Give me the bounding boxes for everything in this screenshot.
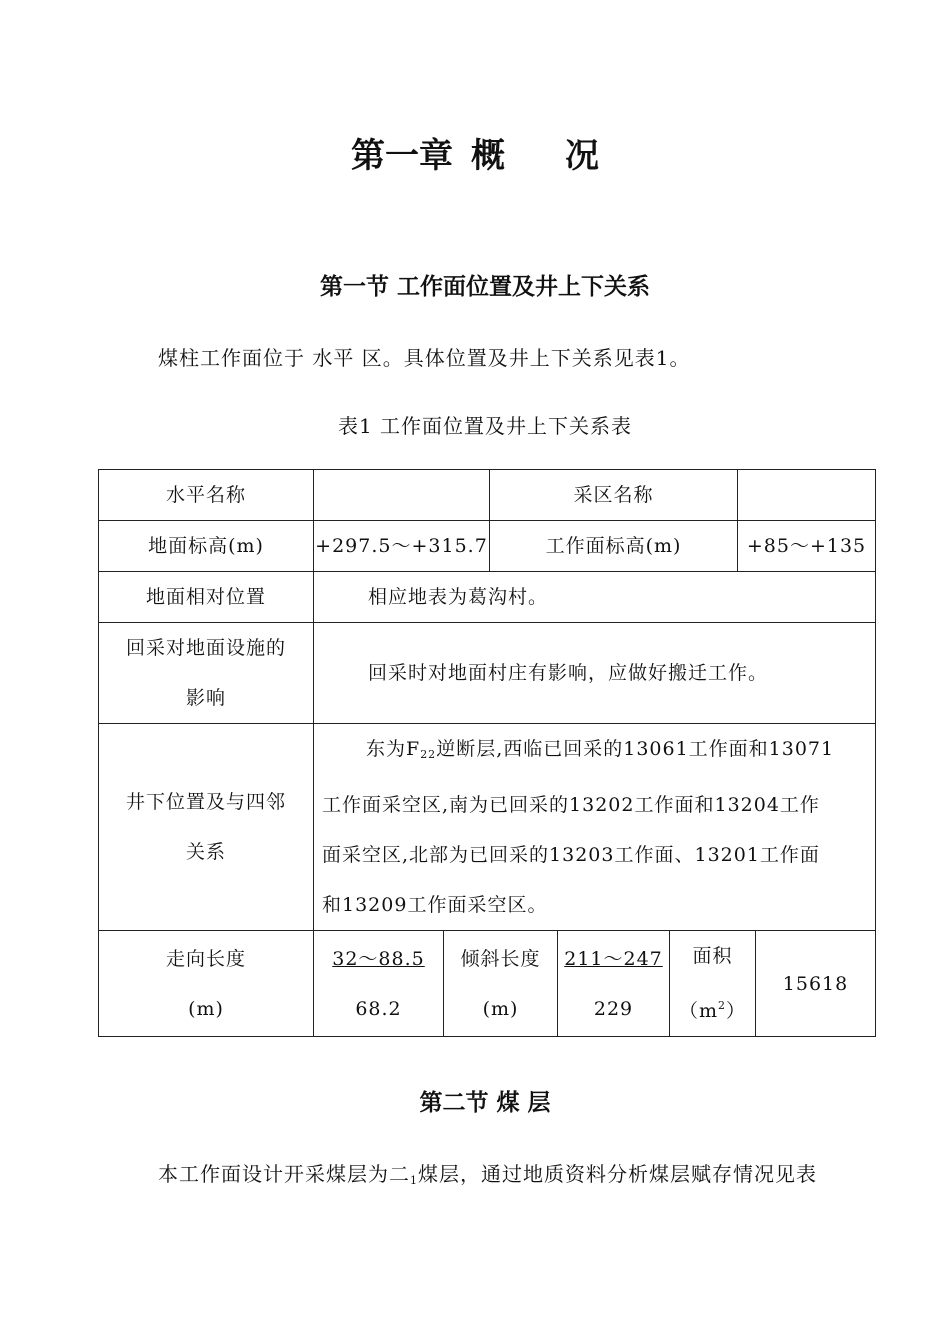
- cell-label: 回采对地面设施的 影响: [99, 623, 314, 724]
- cell-value: 相应地表为葛沟村。: [314, 572, 876, 623]
- body-paragraph: 本工作面设计开采煤层为二$_1$煤层，通过地质资料分析煤层赋存情况见表: [158, 1162, 817, 1187]
- cell-label: 采区名称: [490, 470, 738, 521]
- cell-value: +85～+135: [738, 521, 876, 572]
- cell-label: 井下位置及与四邻 关系: [99, 724, 314, 931]
- cell-value: 回采时对地面村庄有影响，应做好搬迁工作。: [314, 623, 876, 724]
- cell-label: 走向长度 (m): [99, 931, 314, 1037]
- table-row: [99, 623, 876, 724]
- cell-label: 工作面标高(m): [490, 521, 738, 572]
- intro-paragraph: 煤柱工作面位于 水平 区。具体位置及井上下关系见表1。: [158, 346, 691, 370]
- position-table: [98, 469, 876, 1037]
- cell-value: 15618: [756, 931, 876, 1037]
- table-caption: 表1 工作面位置及井上下关系表: [337, 414, 633, 438]
- cell-label: 地面相对位置: [99, 572, 314, 623]
- section-title-1: 第一节 工作面位置及井上下关系: [319, 273, 650, 300]
- table-row: [99, 931, 876, 1037]
- cell-value: [314, 470, 490, 521]
- table-row: [99, 572, 876, 623]
- cell-label: 面积 $(m^2)$: [670, 931, 756, 1037]
- table-row: [99, 724, 876, 931]
- cell-label: 水平名称: [99, 470, 314, 521]
- cell-label: 地面标高(m): [99, 521, 314, 572]
- chapter-title: 第一章 概 况: [351, 136, 599, 176]
- cell-value: 东为$F_{22}$逆断层,西临已回采的13061工作面和13071 工作面采空区,南为已回采的13202工作面和13204工作 面采空区,北部为已回采的13203工作面、13201工作面 和13209工作面采空区。: [314, 724, 876, 931]
- cell-value: [738, 470, 876, 521]
- cell-value: 211～247 229: [558, 931, 670, 1037]
- cell-value: 32～88.5 68.2: [314, 931, 444, 1037]
- cell-value: +297.5～+315.7: [314, 521, 490, 572]
- table-row: [99, 521, 876, 572]
- section-title-2: 第二节 煤 层: [419, 1089, 551, 1116]
- cell-label: 倾斜长度 (m): [444, 931, 558, 1037]
- table-row: [99, 470, 876, 521]
